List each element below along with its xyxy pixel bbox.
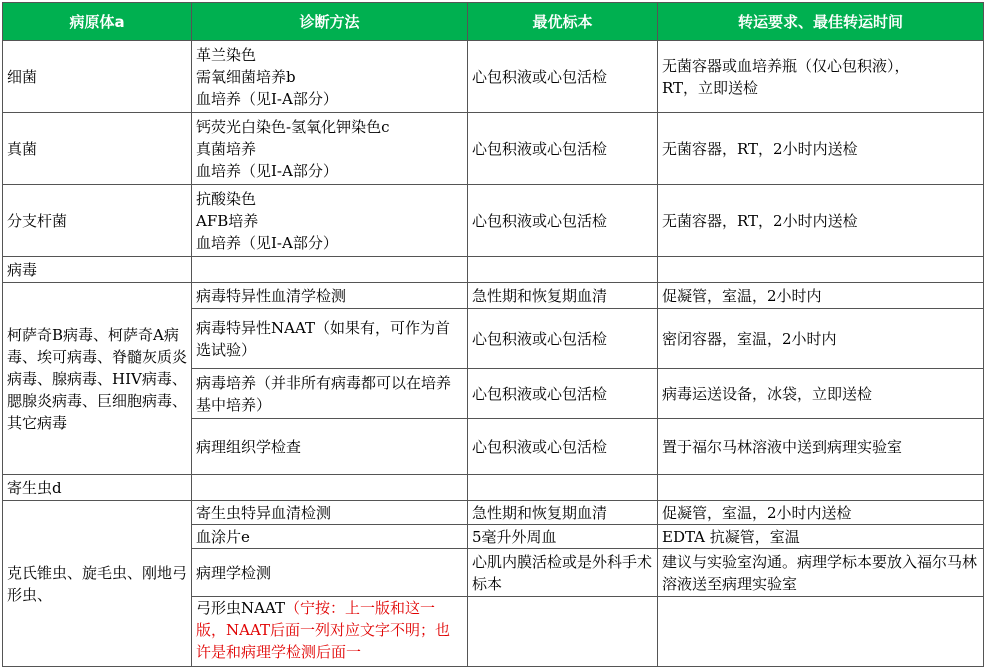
transport-cell[interactable]: 无菌容器，RT，2小时内送检	[658, 185, 984, 257]
method-line: 血培养（见I-A部分）	[196, 161, 338, 180]
specimen-cell[interactable]: 5毫升外周血	[468, 525, 658, 549]
method-cell[interactable]: 病理组织学检查	[192, 419, 468, 475]
table-row	[3, 113, 984, 185]
naat-method: 弓形虫NAAT	[196, 599, 285, 617]
empty-cell[interactable]	[468, 475, 658, 501]
specimen-cell[interactable]: 心包积液或心包活检	[468, 185, 658, 257]
transport-line: 无菌容器或血培养瓶（仅心包积液），	[662, 56, 910, 75]
transport-cell[interactable]: 建议与实验室沟通。病理学标本要放入福尔马林溶液送至病理实验室	[658, 549, 984, 597]
section-label-virus[interactable]: 病毒	[3, 257, 192, 283]
specimen-cell[interactable]: 心包积液或心包活检	[468, 369, 658, 419]
empty-cell[interactable]	[192, 475, 468, 501]
specimen-cell[interactable]: 急性期和恢复期血清	[468, 283, 658, 309]
transport-cell[interactable]	[658, 41, 984, 113]
empty-cell[interactable]	[658, 597, 984, 667]
diagnosis-table	[2, 2, 984, 667]
specimen-cell[interactable]: 心包积液或心包活检	[468, 113, 658, 185]
method-cell[interactable]	[192, 597, 468, 667]
method-line: 真菌培养	[196, 139, 257, 158]
header-specimen[interactable]: 最优标本	[468, 3, 658, 41]
method-cell[interactable]: 血涂片e	[192, 525, 468, 549]
method-cell[interactable]: 病理学检测	[192, 549, 468, 597]
method-cell[interactable]: 病毒特异性NAAT（如果有，可作为首选试验）	[192, 309, 468, 369]
table-row	[3, 41, 984, 113]
method-cell[interactable]	[192, 185, 468, 257]
pathogen-cell[interactable]: 真菌	[3, 113, 192, 185]
specimen-cell[interactable]: 急性期和恢复期血清	[468, 501, 658, 525]
header-transport[interactable]: 转运要求、最佳转运时间	[658, 3, 984, 41]
transport-cell[interactable]: 病毒运送设备，冰袋，立即送检	[658, 369, 984, 419]
section-row-virus	[3, 257, 984, 283]
section-row-parasite	[3, 475, 984, 501]
specimen-cell[interactable]: 心包积液或心包活检	[468, 41, 658, 113]
empty-cell[interactable]	[468, 257, 658, 283]
header-row	[3, 3, 984, 41]
method-line: 血培养（见I-A部分）	[196, 89, 338, 108]
transport-cell[interactable]: 置于福尔马林溶液中送到病理实验室	[658, 419, 984, 475]
empty-cell[interactable]	[468, 597, 658, 667]
pathogen-cell[interactable]: 细菌	[3, 41, 192, 113]
method-line: 钙荧光白染色-氢氧化钾染色c	[196, 117, 390, 136]
pathogen-cell[interactable]: 克氏锥虫、旋毛虫、刚地弓形虫、	[3, 501, 192, 667]
naat-note: （宁按：上一版和这一版，NAAT后面一列对应文字不明；也许是和病理学检测后面一	[196, 599, 450, 661]
method-line: AFB培养	[196, 211, 259, 230]
transport-cell[interactable]: EDTA 抗凝管，室温	[658, 525, 984, 549]
method-line: 需氧细菌培养b	[196, 67, 296, 86]
table-row	[3, 185, 984, 257]
transport-cell[interactable]: 促凝管，室温，2小时内送检	[658, 501, 984, 525]
table-row	[3, 501, 984, 525]
method-cell[interactable]: 病毒特异性血清学检测	[192, 283, 468, 309]
transport-line: RT，立即送检	[662, 78, 759, 97]
method-line: 血培养（见I-A部分）	[196, 233, 338, 252]
specimen-cell[interactable]: 心肌内膜活检或是外科手术标本	[468, 549, 658, 597]
transport-cell[interactable]: 促凝管，室温，2小时内	[658, 283, 984, 309]
empty-cell[interactable]	[658, 257, 984, 283]
transport-cell[interactable]: 密闭容器，室温，2小时内	[658, 309, 984, 369]
pathogen-cell[interactable]: 柯萨奇B病毒、柯萨奇A病毒、埃可病毒、脊髓灰质炎病毒、腺病毒、HIV病毒、腮腺炎病毒、巨细胞病毒、其它病毒	[3, 283, 192, 475]
specimen-cell[interactable]: 心包积液或心包活检	[468, 309, 658, 369]
method-cell[interactable]	[192, 41, 468, 113]
pathogen-cell[interactable]: 分支杆菌	[3, 185, 192, 257]
empty-cell[interactable]	[658, 475, 984, 501]
method-cell[interactable]	[192, 113, 468, 185]
header-pathogen[interactable]: 病原体a	[3, 3, 192, 41]
method-line: 抗酸染色	[196, 189, 257, 208]
transport-cell[interactable]: 无菌容器，RT，2小时内送检	[658, 113, 984, 185]
method-cell[interactable]: 寄生虫特异血清检测	[192, 501, 468, 525]
empty-cell[interactable]	[192, 257, 468, 283]
section-label-parasite[interactable]: 寄生虫d	[3, 475, 192, 501]
specimen-cell[interactable]: 心包积液或心包活检	[468, 419, 658, 475]
header-method[interactable]: 诊断方法	[192, 3, 468, 41]
method-cell[interactable]: 病毒培养（并非所有病毒都可以在培养基中培养）	[192, 369, 468, 419]
method-line: 革兰染色	[196, 45, 257, 64]
table-row	[3, 283, 984, 309]
